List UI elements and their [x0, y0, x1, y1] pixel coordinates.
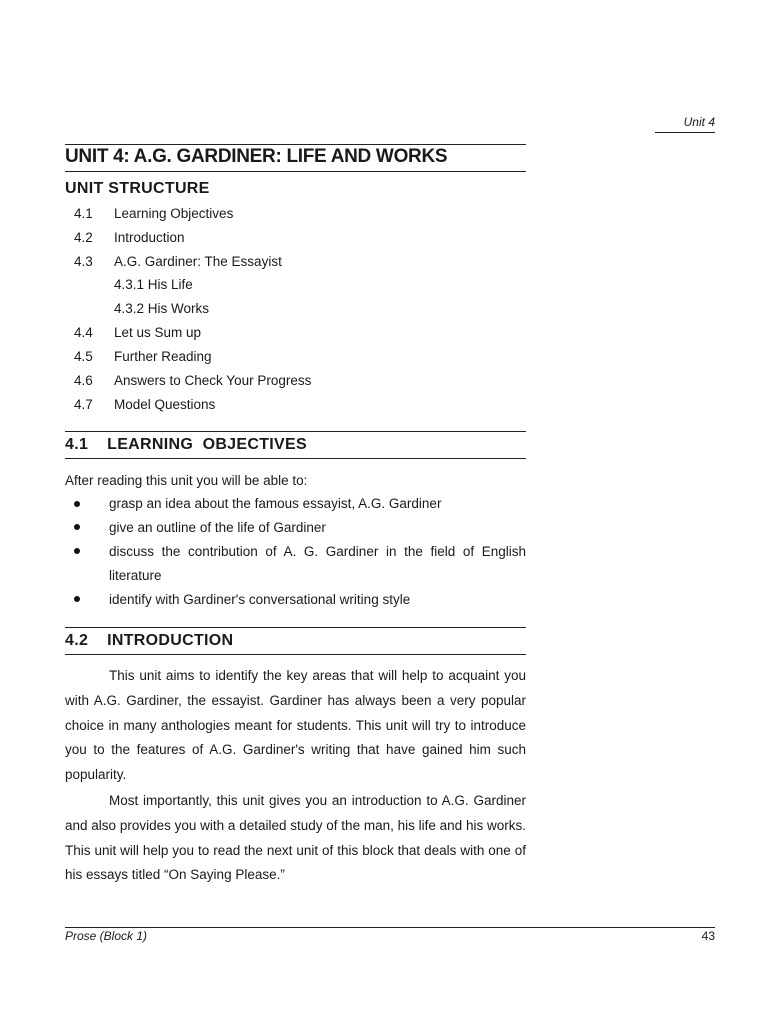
intro-paragraph-1	[65, 664, 526, 788]
toc-number: 4.1	[74, 206, 93, 221]
toc-item-model-questions: Model Questions	[114, 397, 216, 412]
section-4-2-bottom-rule	[65, 654, 526, 655]
toc-number: 4.5	[74, 349, 93, 364]
toc-number: 4.3	[74, 254, 93, 269]
section-4-1-top-rule	[65, 431, 526, 432]
toc-item-further-reading: Further Reading	[114, 349, 212, 364]
running-head: Unit 4	[683, 115, 715, 129]
page-number: 43	[701, 929, 715, 943]
bullet-icon	[74, 524, 80, 530]
section-4-2-top-rule	[65, 627, 526, 628]
unit-title: UNIT 4: A.G. GARDINER: LIFE AND WORKS	[65, 146, 448, 167]
toc-item-answers: Answers to Check Your Progress	[114, 373, 312, 388]
title-bottom-rule	[65, 171, 526, 172]
footer-block-title: Prose (Block 1)	[65, 929, 148, 943]
toc-number: 4.7	[74, 397, 93, 412]
intro-paragraph-2-text: Most importantly, this unit gives you an introduction to A.G. Gardiner and also provides you with a detailed study of the man, his life and his works. This unit will help you to read the next unit of this block that deals with one of his essays titled “On Saying Please.”	[65, 793, 526, 883]
toc-item-learning-objectives: Learning Objectives	[114, 206, 234, 221]
running-head-rule	[655, 132, 715, 133]
title-top-rule	[65, 144, 526, 145]
footer-rule	[65, 927, 715, 928]
bullet-icon	[74, 596, 80, 602]
toc-number: 4.2	[74, 230, 93, 245]
toc-item-introduction: Introduction	[114, 230, 185, 245]
intro-paragraph-1-text: This unit aims to identify the key areas that will help to acquaint you with A.G. Gardiner, the essayist. Gardiner has always been a very popular choice in many anthologies meant for students. This unit will try to introduce you to the features of A.G. Gardiner's writing that have gained him such popularity.	[65, 668, 526, 783]
toc-number: 4.6	[74, 373, 93, 388]
toc-item-his-works: 4.3.2 His Works	[114, 301, 210, 316]
unit-structure-heading: UNIT STRUCTURE	[65, 180, 210, 197]
section-4-1-heading: 4.1 LEARNING OBJECTIVES	[65, 436, 307, 453]
objectives-intro: After reading this unit you will be able to:	[65, 473, 308, 488]
objective-item: discuss the contribution of A. G. Gardiner in the field of English literature	[109, 544, 526, 583]
toc-item-essayist: A.G. Gardiner: The Essayist	[114, 254, 282, 269]
toc-number: 4.4	[74, 325, 93, 340]
toc-item-his-life: 4.3.1 His Life	[114, 277, 193, 292]
bullet-icon	[74, 548, 80, 554]
section-4-1-bottom-rule	[65, 458, 526, 459]
toc-item-sum-up: Let us Sum up	[114, 325, 202, 340]
intro-paragraph-2	[65, 789, 526, 888]
objective-item: identify with Gardiner's conversational writing style	[109, 592, 411, 607]
objective-item: grasp an idea about the famous essayist, A.G. Gardiner	[109, 496, 442, 511]
bullet-icon	[74, 501, 80, 507]
objective-item: give an outline of the life of Gardiner	[109, 520, 326, 535]
section-4-2-heading: 4.2 INTRODUCTION	[65, 632, 234, 649]
